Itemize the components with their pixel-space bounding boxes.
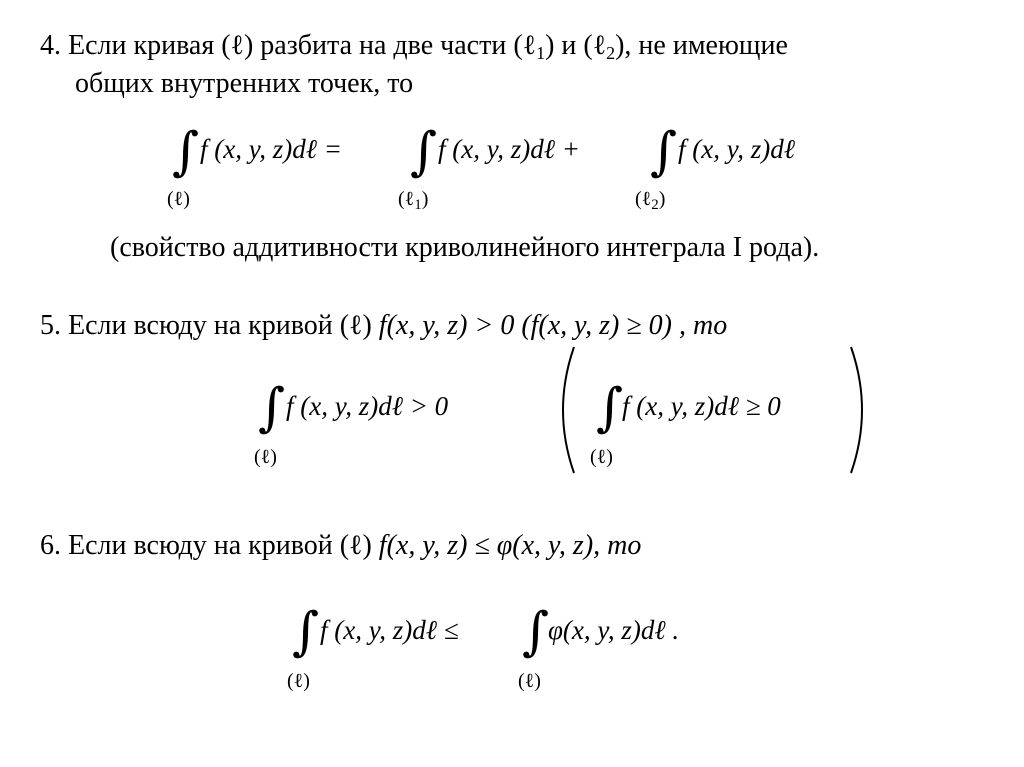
item4-line2: общих внутренних точек, то: [75, 68, 414, 99]
item5-line: [40, 310, 727, 342]
formula5-limit-right: (ℓ): [590, 446, 613, 468]
formula6-right: φ(x, y, z)dℓ .: [548, 615, 680, 645]
item5-number: 5.: [40, 310, 61, 341]
item4-line1: [40, 30, 788, 69]
item4-note: (свойство аддитивности криволинейного интеграла I рода).: [110, 232, 820, 263]
formula5-right: f (x, y, z)dℓ ≥ 0: [622, 391, 781, 421]
formula4-right: f (x, y, z)dℓ: [678, 134, 795, 164]
left-paren: [550, 345, 580, 475]
integral-sign: ∫: [650, 122, 678, 182]
integral-sign: ∫: [258, 378, 286, 438]
integral-sign: ∫: [292, 602, 320, 662]
formula4-limit-3: (ℓ$_2$): [635, 188, 666, 213]
item6-line: [40, 530, 641, 562]
formula4-middle: f (x, y, z)dℓ +: [438, 134, 580, 164]
formula6-limit-left: (ℓ): [287, 670, 310, 692]
item4-text-b: ) и (ℓ: [545, 30, 607, 61]
formula6-left: f (x, y, z)dℓ ≤: [320, 615, 459, 645]
item6-text-a: Если всюду на кривой (ℓ): [68, 530, 379, 561]
item5-text-a: Если всюду на кривой (ℓ): [68, 310, 379, 341]
integral-sign: ∫: [596, 378, 624, 438]
formula4-limit-1: (ℓ): [167, 188, 190, 210]
formula6-limit-right: (ℓ): [518, 670, 541, 692]
right-paren: [845, 345, 875, 475]
item4-text-c: ), не имеющие: [615, 30, 788, 61]
formula5-left: f (x, y, z)dℓ > 0: [286, 391, 449, 421]
integral-sign: ∫: [172, 122, 200, 182]
formula4-left: f (x, y, z)dℓ =: [200, 134, 342, 164]
item6-text-b: f(x, y, z) ≤ φ(x, y, z), то: [378, 530, 642, 561]
item4-number: 4.: [40, 30, 61, 61]
item6-number: 6.: [40, 530, 61, 561]
item4-text-a: Если кривая (ℓ) разбита на две части (ℓ: [68, 30, 537, 61]
formula4-limit-2: (ℓ$_1$): [398, 188, 429, 213]
item5-text-b: f(x, y, z) > 0 (f(x, y, z) ≥ 0) , то: [378, 310, 728, 341]
item4-sub1: 1: [536, 43, 546, 63]
formula5-limit-left: (ℓ): [254, 446, 277, 468]
integral-sign: ∫: [410, 122, 438, 182]
item4-sub2: 2: [606, 43, 616, 63]
integral-sign: ∫: [522, 602, 550, 662]
